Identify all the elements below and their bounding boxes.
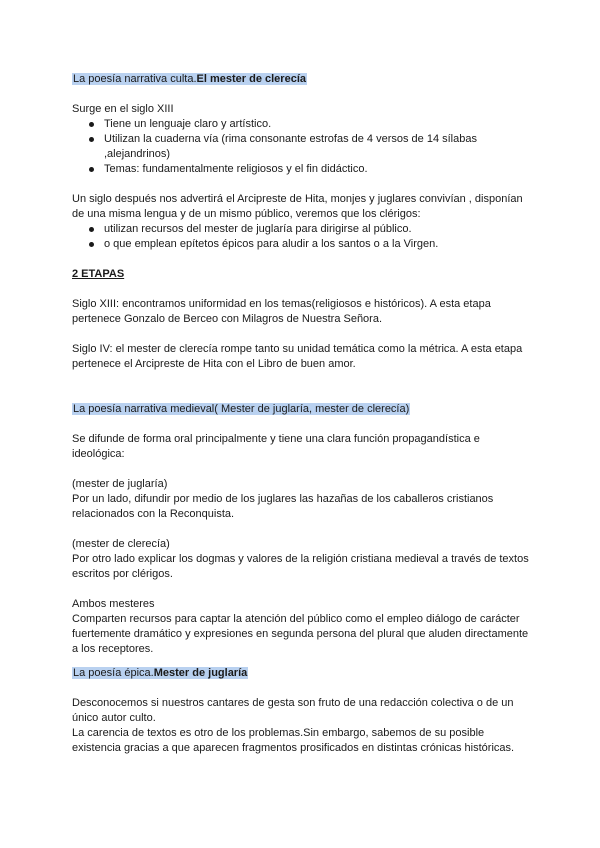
- etapa-1-paragraph: Siglo XIII: encontramos uniformidad en los temas(religiosos e históricos). A esta etapa pertenece Gonzalo de Berceo con Milagros de Nuestra Señora.: [72, 298, 491, 325]
- etapas-heading: 2 ETAPAS: [72, 268, 125, 280]
- juglaria-paragraph: Por un lado, difundir por medio de los juglares las hazañas de los caballeros cristianos relacionados con la Reconquista.: [72, 493, 494, 520]
- section1-title-bold: El mester de clerecía: [196, 73, 306, 85]
- list-item: Tiene un lenguaje claro y artístico.: [104, 117, 532, 132]
- section1-title-plain: La poesía narrativa culta.: [73, 73, 197, 85]
- section2-intro: Se difunde de forma oral principalmente y tiene una clara función propagandística e ideológica:: [72, 433, 480, 460]
- clerecia-label: (mester de clerecía): [72, 538, 170, 550]
- section2-title: [72, 402, 532, 417]
- section1-bullet-list: [72, 117, 532, 177]
- section1-bullet-list-2: [72, 222, 532, 252]
- ambos-label: Ambos mesteres: [72, 598, 155, 610]
- ambos-paragraph: Comparten recursos para captar la atención del público como el empleo diálogo de carácter fuertemente dramático y expresiones en segunda persona del plural que aluden directamente a los receptores.: [72, 613, 529, 655]
- list-item: Utilizan la cuaderna vía (rima consonante estrofas de 4 versos de 14 sílabas ,alejandrinos): [104, 132, 532, 162]
- section3-title-bold: Mester de juglaría: [153, 667, 248, 679]
- juglaria-label: (mester de juglaría): [72, 478, 168, 490]
- section3-title-plain: La poesía épica.: [73, 667, 154, 679]
- etapa-2-paragraph: Siglo IV: el mester de clerecía rompe tanto su unidad temática como la métrica. A esta etapa pertenece el Arcipreste de Hita con el Libro de buen amor.: [72, 343, 523, 370]
- list-item: o que emplean epítetos épicos para aludir a los santos o a la Virgen.: [104, 237, 532, 252]
- section1-paragraph: Un siglo después nos advertirá el Arcipreste de Hita, monjes y juglares convivían , disponían de una misma lengua y de un mismo público, veremos que los clérigos:: [72, 193, 523, 220]
- section1-intro: Surge en el siglo XIII: [72, 103, 174, 115]
- list-item: Temas: fundamentalmente religiosos y el fin didáctico.: [104, 162, 532, 177]
- section1-title: [72, 72, 532, 87]
- section3-paragraph-2: La carencia de textos es otro de los problemas.Sin embargo, sabemos de su posible existencia gracias a que aparecen fragmentos prosificados en distintas crónicas históricas.: [72, 727, 515, 754]
- document-page: [72, 72, 532, 756]
- section2-title-text: La poesía narrativa medieval( Mester de juglaría, mester de clerecía): [73, 403, 410, 415]
- section3-paragraph-1: Desconocemos si nuestros cantares de gesta son fruto de una redacción colectiva o de un único autor culto.: [72, 697, 514, 724]
- section3-title: [72, 666, 532, 681]
- list-item: utilizan recursos del mester de juglaría para dirigirse al público.: [104, 222, 532, 237]
- clerecia-paragraph: Por otro lado explicar los dogmas y valores de la religión cristiana medieval a través de textos escritos por clérigos.: [72, 553, 529, 580]
